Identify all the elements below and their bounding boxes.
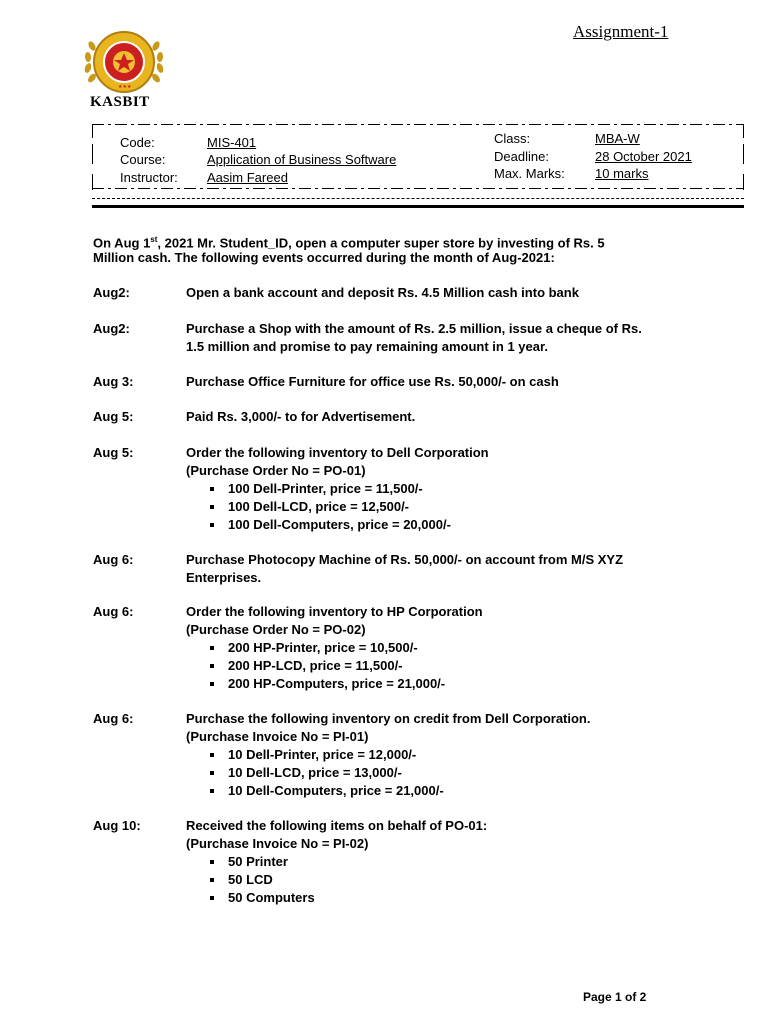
bullet-icon [210,789,214,793]
event-text: Open a bank account and deposit Rs. 4.5 Million cash into bank [186,285,579,300]
list-item [210,516,451,534]
event-text: Purchase a Shop with the amount of Rs. 2.5 million, issue a cheque of Rs. [186,321,642,336]
event-text: (Purchase Invoice No = PI-01) [186,729,369,744]
event-text: Order the following inventory to Dell Corporation [186,445,489,460]
list-item [210,746,416,764]
kasbit-logo-text: KASBIT [90,94,150,110]
course-value: Application of Business Software [207,152,397,167]
instructor-value: Aasim Fareed [207,170,288,185]
list-item-text: 100 Dell-LCD, price = 12,500/- [228,499,410,514]
event-date: Aug 5: [93,445,134,460]
bullet-icon [210,487,214,491]
event-date: Aug 10: [93,818,141,833]
list-item-text: 100 Dell-Printer, price = 11,500/- [228,481,423,496]
event-text: Received the following items on behalf of PO-01: [186,818,488,833]
course-label: Course: [120,152,166,167]
bullet-icon [210,860,214,864]
event-text: Order the following inventory to HP Corporation [186,604,483,619]
list-item-text: 200 HP-Printer, price = 10,500/- [228,640,418,655]
class-value: MBA-W [595,131,640,146]
instructor-label: Instructor: [120,170,178,185]
event-date: Aug2: [93,285,130,300]
list-item [210,764,402,782]
svg-text:★★★: ★★★ [118,84,132,90]
bullet-icon [210,664,214,668]
list-item [210,639,418,657]
intro-rest: , 2021 Mr. Student_ID, open a computer super store by investing of Rs. 5 [157,235,605,251]
bullet-icon [210,523,214,527]
code-value: MIS-401 [207,135,257,150]
event-date: Aug 5: [93,409,134,424]
bullet-icon [210,771,214,775]
class-label: Class: [494,131,531,146]
event-text: Purchase the following inventory on credit from Dell Corporation. [186,711,591,726]
list-item [210,498,409,516]
bullet-icon [210,878,214,882]
event-text: Paid Rs. 3,000/- to for Advertisement. [186,409,416,424]
list-item-text: 100 Dell-Computers, price = 20,000/- [228,517,451,532]
bullet-icon [210,682,214,686]
marks-label: Max. Marks: [494,166,565,181]
list-item [210,657,403,675]
bullet-icon [210,646,214,650]
event-date: Aug2: [93,321,130,336]
list-item [210,871,273,889]
event-text: Purchase Office Furniture for office use Rs. 50,000/- on cash [186,374,559,389]
bullet-icon [210,505,214,509]
event-text: (Purchase Order No = PO-02) [186,622,366,637]
list-item-text: 10 Dell-Computers, price = 21,000/- [228,783,444,798]
event-text: Purchase Photocopy Machine of Rs. 50,000/- on account from M/S XYZ [186,552,624,567]
event-text: (Purchase Order No = PO-01) [186,463,366,478]
list-item [210,480,423,498]
list-item-text: 200 HP-Computers, price = 21,000/- [228,676,446,691]
list-item-text: 50 Computers [228,890,315,905]
list-item [210,853,288,871]
bullet-icon [210,753,214,757]
deadline-label: Deadline: [494,149,549,164]
event-date: Aug 3: [93,374,134,389]
code-label: Code: [120,135,155,150]
list-item-text: 10 Dell-LCD, price = 13,000/- [228,765,402,780]
list-item-text: 50 LCD [228,872,273,887]
intro-sup: st [150,235,158,244]
list-item [210,782,444,800]
event-text: 1.5 million and promise to pay remaining amount in 1 year. [186,339,548,354]
assignment-title: Assignment-1 [573,22,669,41]
event-text: Enterprises. [186,570,262,585]
list-item-text: 200 HP-LCD, price = 11,500/- [228,658,403,673]
event-text: (Purchase Invoice No = PI-02) [186,836,369,851]
event-date: Aug 6: [93,711,134,726]
intro-pre: On Aug 1 [93,235,151,251]
page-number: Page 1 of 2 [583,990,647,1004]
intro-line-2: Million cash. The following events occurred during the month of Aug-2021: [93,250,555,265]
event-date: Aug 6: [93,604,134,619]
bullet-icon [210,896,214,900]
list-item-text: 10 Dell-Printer, price = 12,000/- [228,747,417,762]
list-item-text: 50 Printer [228,854,288,869]
event-date: Aug 6: [93,552,134,567]
marks-value: 10 marks [595,166,649,181]
deadline-value: 28 October 2021 [595,149,692,164]
list-item [210,675,445,693]
list-item [210,889,315,907]
